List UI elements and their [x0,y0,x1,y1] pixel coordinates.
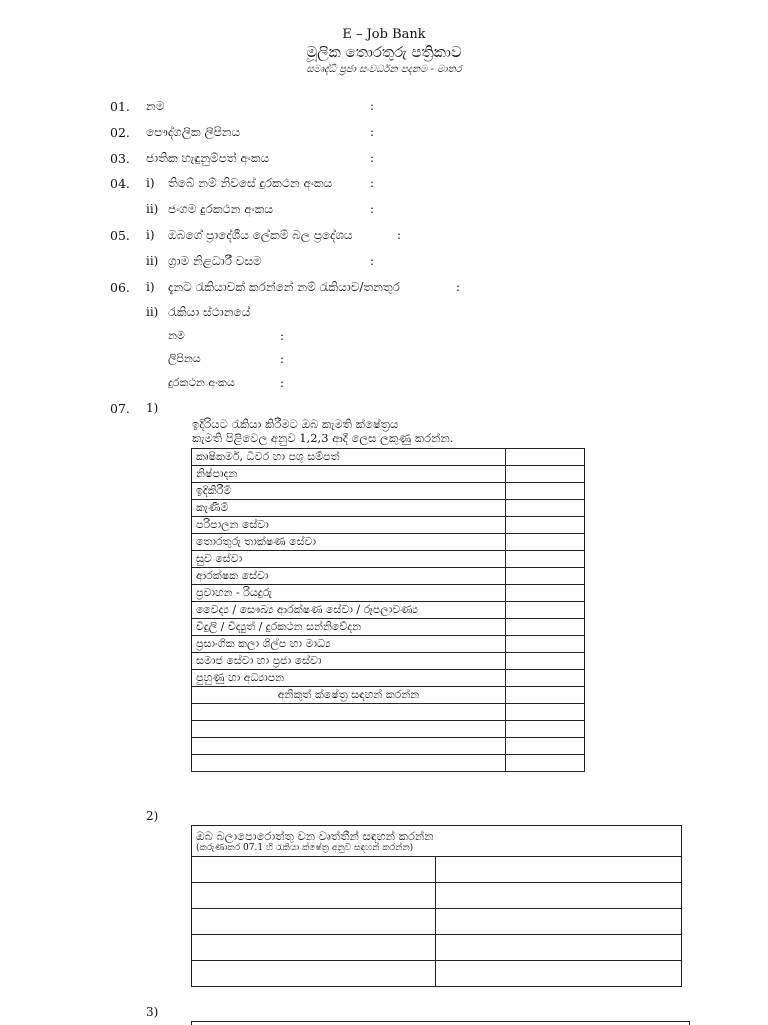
colon: : [370,176,375,190]
table-row [192,883,682,909]
form-title: E – Job Bank [342,27,426,42]
item-number: 06. [110,280,130,295]
field-name: විදුලි / විද්‍යුත් / දුරකථන සන්නිවේදන [192,619,506,636]
rank-cell[interactable] [506,738,585,755]
table-row [192,738,585,755]
table-row [192,466,585,483]
home-phone-label: තිබේ නම් නිවසේ දුරකථන අංකය [168,176,333,190]
field-name: පුහුණු හා අධ්‍යාපන [192,670,506,687]
item-number: 02. [110,125,130,140]
sub-number: i) [146,228,155,242]
rank-cell[interactable] [506,449,585,466]
rank-cell[interactable] [506,670,585,687]
nic-label: ජාතික හැඳුනුම්පත් අංකය [146,151,270,165]
rank-cell[interactable] [506,551,585,568]
field-name: තොරතුරු තාක්ෂණ සේවා [192,534,506,551]
sub-number: ii) [146,254,159,268]
mobile-phone-label: ජංගම දුරකථන අංකය [168,202,274,216]
item-number: 01. [110,99,130,114]
item-number: 04. [110,176,130,191]
table-row [192,483,585,500]
field-name: සමාජ සේවා හා ප්‍රජා සේවා [192,653,506,670]
colon: : [456,280,461,294]
blank-cell[interactable] [192,738,506,755]
rank-cell[interactable] [506,568,585,585]
table-row [192,704,585,721]
colon: : [370,254,375,268]
rank-cell[interactable] [506,704,585,721]
table-row [192,755,585,772]
rank-cell[interactable] [506,653,585,670]
sub-number: ii) [146,305,159,319]
occupation-header-text: ඔබ බලාපොරොත්තු වන වෘත්තීන් සඳහන් කරන්න [196,828,434,843]
name-label: නම [146,99,165,113]
colon: : [370,125,375,139]
table-row [192,534,585,551]
field-name: පරිපාලන සේවා [192,517,506,534]
table-row [192,619,585,636]
sub-number: i) [146,176,155,190]
item-number: 03. [110,151,130,166]
occupation-cell[interactable] [436,935,682,961]
office-name: සමෘද්ධි ප්‍රජා සංවර්ධන පදනම - මාතර [306,64,462,75]
job-field-table [191,448,585,772]
workplace-phone-label: දුරකථන අංකය [168,376,235,389]
part-number: 3) [146,1005,159,1019]
table-header-row [192,826,682,857]
occupation-cell[interactable] [436,961,682,987]
sub-number: i) [146,280,155,294]
occupation-cell[interactable] [436,857,682,883]
colon: : [370,202,375,216]
divisional-secretariat-label: ඔබගේ ප්‍රාදේශීය ලේකම් බල ප්‍රදේශය [168,228,353,242]
colon: : [280,329,285,343]
rank-cell[interactable] [506,517,585,534]
occupation-cell[interactable] [192,909,436,935]
rank-cell[interactable] [506,636,585,653]
rank-cell[interactable] [506,619,585,636]
workplace-label: රැකියා ස්ථානයේ [168,305,251,319]
rank-cell[interactable] [506,687,585,704]
table-row [192,551,585,568]
colon: : [397,228,402,242]
colon: : [280,376,285,390]
table-row [192,500,585,517]
table-row [192,687,585,704]
field-name: කැණීම් [192,500,506,517]
rank-cell[interactable] [506,721,585,738]
job-field-instruction: ඉදිරියට රැකියා කිරීමට ඔබ කැමති ක්ෂේත්‍රය [192,417,399,431]
occupation-cell[interactable] [192,961,436,987]
rank-cell[interactable] [506,755,585,772]
table-row [192,568,585,585]
table-row [192,636,585,653]
field-name: ආරක්ෂක සේවා [192,568,506,585]
rank-cell[interactable] [506,483,585,500]
field-name: ප්‍රවාහන - රියදුරු [192,585,506,602]
colon: : [280,352,285,366]
table-row [192,857,682,883]
table-row [192,653,585,670]
occupation-table-header [192,826,682,857]
sub-number: ii) [146,202,159,216]
rank-cell[interactable] [506,534,585,551]
current-job-label: දැනට රැකියාවක් කරන්නේ නම් රැකියාව/තනතුර [168,280,400,294]
table-3-top-edge [191,1021,690,1025]
occupation-cell[interactable] [192,857,436,883]
table-row [192,721,585,738]
occupation-cell[interactable] [192,883,436,909]
table-row [192,670,585,687]
rank-cell[interactable] [506,602,585,619]
table-row [192,517,585,534]
occupation-cell[interactable] [192,935,436,961]
table-row [192,935,682,961]
item-number: 05. [110,228,130,243]
field-name: සුව සේවා [192,551,506,568]
occupation-header-note: (කරුණාකර 07.1 හි රැකියා ක්ෂේත්‍ර අනුව සඳහන් කරන්න) [196,842,414,853]
occupation-cell[interactable] [436,909,682,935]
table-row [192,602,585,619]
ranking-instruction: කැමති පිළිවෙල අනුව 1,2,3 ආදී ලෙස ලකුණු කරන්න. [192,431,454,445]
other-fields-label: අනිකුත් ක්ෂේත්‍ර සඳහන් කරන්න [192,687,506,704]
workplace-name-label: නම [168,329,185,342]
rank-cell[interactable] [506,466,585,483]
address-label: පෞද්ගලික ලිපිනය [146,125,241,139]
rank-cell[interactable] [506,585,585,602]
table-row [192,449,585,466]
field-name: ප්‍රසාංගික කලා ශිල්ප හා මාධ්‍ය [192,636,506,653]
table-row [192,585,585,602]
item-number: 07. [110,401,130,416]
blank-cell[interactable] [192,755,506,772]
occupation-table [191,825,682,987]
workplace-address-label: ලිපිනය [168,352,201,365]
rank-cell[interactable] [506,500,585,517]
part-number: 1) [146,401,159,415]
field-name: ඉදිකිරීම් [192,483,506,500]
field-name: වෛද්‍ය / සෞඛ්‍ය ආරක්ෂණ සේවා / රූපලාවණ්‍ය [192,602,506,619]
colon: : [370,151,375,165]
form-subtitle: මූලික තොරතුරු පත්‍රිකාව [306,43,462,61]
blank-cell[interactable] [192,704,506,721]
field-name: නිෂ්පාදන [192,466,506,483]
part-number: 2) [146,809,159,823]
gn-division-label: ග්‍රාම නිළධාරී වසම [168,254,262,268]
occupation-cell[interactable] [436,883,682,909]
blank-cell[interactable] [192,721,506,738]
table-row [192,909,682,935]
field-name: කෘෂිකර්ම, ධීවර හා පශු සම්පත් [192,449,506,466]
colon: : [370,99,375,113]
table-row [192,961,682,987]
